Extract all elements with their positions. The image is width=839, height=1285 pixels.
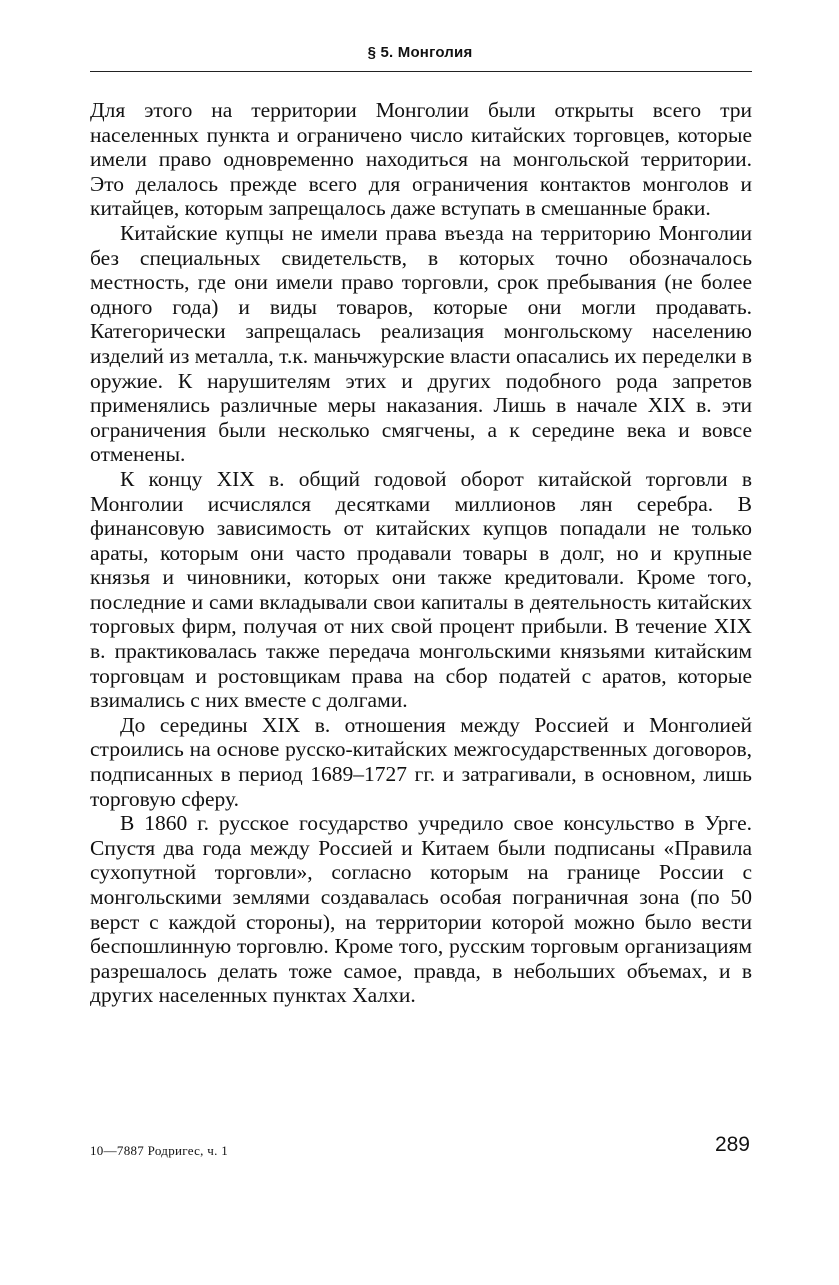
running-head: § 5. Монголия xyxy=(367,44,473,61)
body-text xyxy=(90,98,752,1008)
paragraph-3: К концу XIX в. общий годовой оборот китайской торговли в Монголии исчислялся десятками миллионов лян серебра. В финансовую зависимость от китайских купцов попадали не только араты, которым они часто продавали товары в долг, но и крупные князья и чиновники, которых они также кредитовали. Кроме того, последние и сами вкладывали свои капиталы в деятельность китайских торговых фирм, получая от них свой процент прибыли. В течение XIX в. практиковалась также передача монгольскими князьями китайским торговцам и ростовщикам права на сбор податей с аратов, которые взимались с них вместе с долгами. xyxy=(90,466,752,713)
page-footer xyxy=(90,1133,752,1163)
printer-signature: 10—7887 Родригес, ч. 1 xyxy=(90,1143,229,1158)
paragraph-5: В 1860 г. русское государство учредило свое консульство в Урге. Спустя два года между Россией и Китаем были подписаны «Правила сухопутной торговли», согласно которым на границе России с монгольскими землями создавалась особая пограничная зона (по 50 верст с каждой стороны), на территории которой можно было вести беспошлинную торговлю. Кроме того, русским торговым организациям разрешалось делать тоже самое, правда, в небольших объемах, и в других населенных пунктах Халхи. xyxy=(90,811,752,1008)
paragraph-4: До середины XIX в. отношения между Россией и Монголией строились на основе русско-китайских межгосударственных договоров, подписанных в период 1689–1727 гг. и затрагивали, в основном, лишь торговую сферу. xyxy=(90,712,752,811)
header-rule xyxy=(90,71,752,72)
paragraph-2: Китайские купцы не имели права въезда на территорию Монголии без специальных свидетельств, в которых точно обозначалось местность, где они имели право торговли, срок пребывания (не более одного года) и виды товаров, которые они могли продавать. Категорически запрещалась реализация монгольскому населению изделий из металла, т.к. маньчжурские власти опасались их переделки в оружие. К нарушителям этих и других подобного рода запретов применялись различные меры наказания. Лишь в начале XIX в. эти ограничения были несколько смягчены, а к середине века и вовсе отменены. xyxy=(90,220,752,467)
paragraph-1: Для этого на территории Монголии были открыты всего три населенных пункта и ограничено число китайских торговцев, которые имели право одновременно находиться на монгольской территории. Это делалось прежде всего для ограничения контактов монголов и китайцев, которым запрещалось даже вступать в смешанные браки. xyxy=(90,98,752,221)
page-number: 289 xyxy=(714,1133,750,1156)
